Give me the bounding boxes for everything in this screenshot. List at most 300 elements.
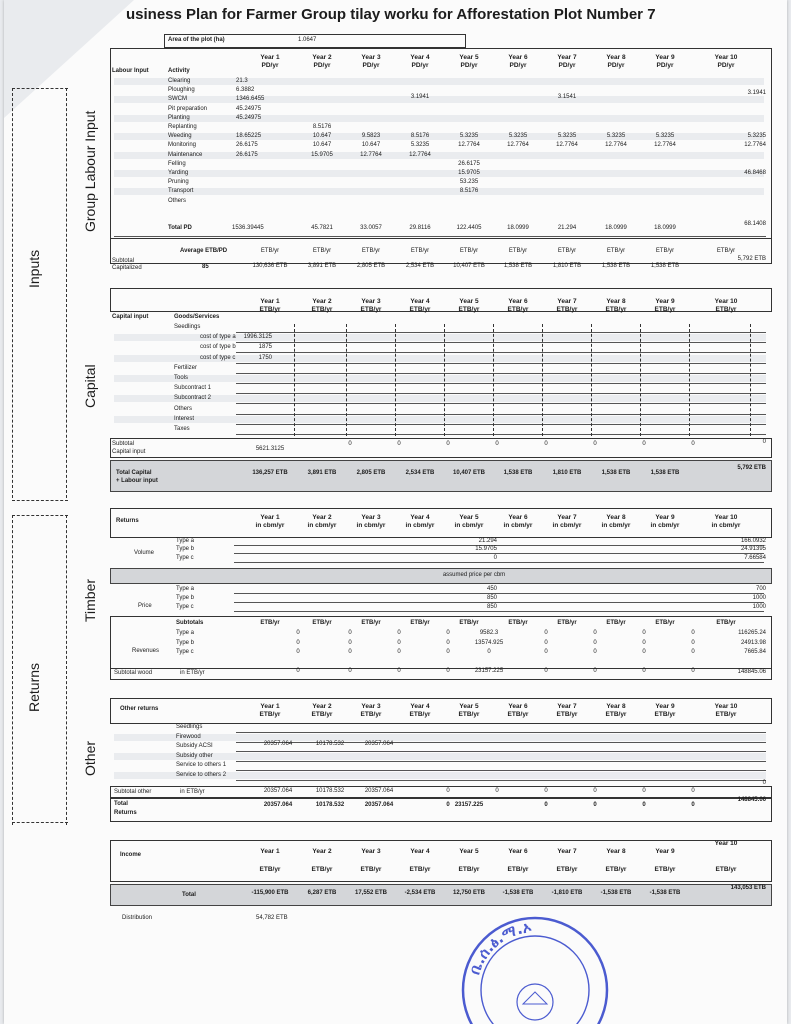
inputs-label: Inputs bbox=[26, 249, 42, 288]
row-stripe bbox=[114, 395, 766, 402]
revenue-value: 0 bbox=[544, 649, 548, 655]
labour-section-label: Labour Input bbox=[112, 68, 149, 74]
labour-cell: 5.3235 bbox=[606, 133, 626, 140]
subtotal-wood-value: 0 bbox=[593, 668, 597, 674]
capital-item-label: Interest bbox=[174, 415, 195, 422]
labour-cell: 5.3235 bbox=[747, 133, 766, 140]
dashed-divider bbox=[346, 324, 347, 436]
etb-unit: ETB/yr bbox=[410, 620, 430, 626]
unit-header: ETB/yr bbox=[556, 306, 578, 313]
etb-unit: ETB/yr bbox=[606, 620, 626, 626]
activity-label: Yarding bbox=[168, 170, 189, 176]
dashed-divider bbox=[591, 324, 592, 436]
unit-header: ETB/yr bbox=[715, 866, 737, 873]
unit-header: ETB/yr bbox=[360, 306, 382, 313]
revenue-value: 0 bbox=[593, 630, 597, 636]
dashed-divider bbox=[750, 324, 751, 436]
subtotal-unit: ETB/yr bbox=[410, 248, 430, 254]
total-capital-label: Total Capital bbox=[116, 470, 152, 476]
price-value: 1000 bbox=[752, 595, 766, 602]
type-label: Type a bbox=[176, 538, 195, 544]
labour-subtotal-value: 1,538 ETB bbox=[650, 263, 680, 269]
unit-header: PD/yr bbox=[509, 62, 527, 69]
year-header: Year 6 bbox=[508, 298, 528, 305]
unit-header: ETB/yr bbox=[259, 306, 281, 313]
labour-cell: 26.6175 bbox=[236, 142, 258, 149]
subtotal-unit: ETB/yr bbox=[312, 248, 332, 254]
dashed-divider bbox=[12, 88, 13, 498]
etb-unit: ETB/yr bbox=[260, 620, 280, 626]
subtotal-unit: ETB/yr bbox=[606, 248, 626, 254]
total-pd-value: 29.8116 bbox=[409, 225, 431, 231]
total-returns-label: Total bbox=[114, 801, 128, 807]
year-header: Year 6 bbox=[508, 848, 528, 855]
type-label: Type a bbox=[176, 630, 195, 636]
unit-header: ETB/yr bbox=[360, 866, 382, 873]
labour-subtotal-value: 1,538 ETB bbox=[601, 263, 631, 269]
labour-cell: 3.1541 bbox=[557, 94, 577, 101]
labour-cell: 12.7764 bbox=[409, 151, 431, 158]
labour-cell: 8.5176 bbox=[459, 188, 479, 195]
subtotal-unit: ETB/yr bbox=[508, 248, 528, 254]
dashed-divider bbox=[12, 515, 68, 516]
labour-cell: 15.9705 bbox=[311, 151, 333, 158]
seedling-cost-value: 1750 bbox=[258, 354, 272, 361]
capital-subtotal-label: Subtotal bbox=[112, 441, 135, 447]
year-header: Year 2 bbox=[312, 514, 332, 521]
labour-cell: 6.3882 bbox=[236, 87, 255, 94]
row-line bbox=[236, 761, 766, 762]
capital-label: Capital bbox=[82, 364, 98, 408]
dashed-divider bbox=[12, 500, 68, 501]
unit-header: ETB/yr bbox=[259, 711, 281, 718]
year-header: Year 8 bbox=[606, 54, 626, 61]
labour-cell: 10.647 bbox=[312, 142, 332, 149]
total-capital-value: 1,538 ETB bbox=[650, 470, 680, 476]
income-label: Income bbox=[120, 852, 142, 858]
revenue-value: 0 bbox=[348, 639, 352, 646]
year-header: Year 10 bbox=[714, 703, 738, 710]
year-header: Year 7 bbox=[557, 514, 577, 521]
type-label: Type c bbox=[176, 554, 194, 561]
revenue-value: 0 bbox=[691, 649, 695, 655]
unit-header: ETB/yr bbox=[507, 866, 529, 873]
revenue-value: 13574.925 bbox=[474, 639, 504, 646]
income-value: 6,287 ETB bbox=[307, 890, 337, 896]
capital-subtotal-value: 0 bbox=[691, 441, 695, 447]
year-header: Year 9 bbox=[655, 298, 675, 305]
year-header: Year 2 bbox=[312, 703, 332, 710]
row-line bbox=[236, 434, 766, 435]
type-label: Type c bbox=[176, 649, 194, 655]
total-capital-value: 2,534 ETB bbox=[405, 470, 435, 476]
unit-header: PD/yr bbox=[607, 62, 625, 69]
capital-item-label: Tools bbox=[174, 375, 189, 381]
revenue-value: 0 bbox=[544, 639, 548, 646]
total-returns-sub: Returns bbox=[114, 810, 137, 816]
labour-cell: 10.647 bbox=[312, 133, 332, 140]
labour-cell: 18.65225 bbox=[236, 133, 262, 140]
revenue-value: 0 bbox=[593, 649, 597, 655]
capital-subtotal-value: 0 bbox=[397, 441, 401, 447]
other-subtotal-value: 0 bbox=[446, 788, 450, 794]
unit-header: ETB/yr bbox=[654, 306, 676, 313]
revenue-value: 9582.3 bbox=[479, 630, 499, 636]
unit-header: ETB/yr bbox=[409, 866, 431, 873]
revenue-value: 0 bbox=[544, 630, 548, 636]
year-header: Year 5 bbox=[459, 514, 479, 521]
total-returns-value: 20357.064 bbox=[364, 802, 394, 808]
other-subtotal-unit: in ETB/yr bbox=[180, 789, 205, 795]
unit-header: in cbm/yr bbox=[552, 522, 582, 529]
dashed-divider bbox=[66, 515, 67, 825]
total-returns-value: 0 bbox=[642, 802, 646, 808]
dashed-divider bbox=[12, 515, 13, 825]
activity-label: Monitoring bbox=[168, 142, 197, 149]
capital-item-label: Taxes bbox=[174, 426, 190, 432]
dashed-divider bbox=[493, 324, 494, 436]
other-subtotal-value: 0 bbox=[762, 780, 766, 786]
area-value: 1.0647 bbox=[298, 37, 317, 43]
year-header: Year 8 bbox=[606, 298, 626, 305]
revenue-value: 0 bbox=[296, 630, 300, 636]
total-returns-value: 23157.225 bbox=[454, 802, 484, 808]
subtotal-wood-value: 0 bbox=[544, 668, 548, 674]
other-item-label: Seedlings bbox=[176, 724, 203, 730]
revenue-value: 0 bbox=[487, 649, 491, 655]
dashed-divider bbox=[294, 324, 295, 436]
subtotal-wood-value: 23157.225 bbox=[474, 668, 504, 674]
activity-header: Activity bbox=[168, 68, 190, 74]
price-value: 700 bbox=[755, 586, 766, 592]
labour-subtotal-value: 1,810 ETB bbox=[552, 263, 582, 269]
year-header: Year 5 bbox=[459, 848, 479, 855]
other-item-label: Firewood bbox=[176, 733, 201, 740]
row-line bbox=[236, 373, 766, 374]
capital-item-label: cost of type a bbox=[200, 334, 236, 341]
year-header: Year 9 bbox=[655, 514, 675, 521]
unit-header: in cbm/yr bbox=[601, 522, 631, 529]
activity-label: Transport bbox=[168, 188, 194, 195]
total-pd-value: 45.7821 bbox=[311, 225, 333, 231]
unit-header: PD/yr bbox=[313, 62, 331, 69]
year-header: Year 3 bbox=[361, 54, 381, 61]
price-value: 850 bbox=[486, 595, 497, 602]
total-pd-label: Total PD bbox=[168, 225, 192, 231]
total-capital-value: 136,257 ETB bbox=[252, 470, 288, 476]
volume-value: 15.9705 bbox=[475, 546, 497, 553]
stamp-text: ቤ.ሰ.ፅ.ማ.ኦ bbox=[465, 918, 533, 977]
year-header: Year 6 bbox=[508, 514, 528, 521]
row-line bbox=[234, 602, 764, 603]
labour-cell: 15.9705 bbox=[458, 170, 480, 176]
year-header: Year 2 bbox=[312, 54, 332, 61]
unit-header: ETB/yr bbox=[311, 306, 333, 313]
unit-header: ETB/yr bbox=[605, 711, 627, 718]
total-returns-value: 148845.06 bbox=[737, 797, 766, 803]
capital-item-label: Fertilizer bbox=[174, 364, 198, 371]
labour-cell: 45.24975 bbox=[236, 105, 262, 112]
distribution-value: 54,782 ETB bbox=[256, 915, 288, 921]
other-subtotal-label: Subtotal other bbox=[114, 789, 152, 795]
subtotal-wood-label: Subtotal wood bbox=[114, 670, 153, 676]
row-line bbox=[234, 611, 764, 612]
unit-header: ETB/yr bbox=[605, 866, 627, 873]
other-returns-label: Other returns bbox=[120, 706, 159, 712]
revenue-value: 24913.98 bbox=[740, 639, 766, 646]
labour-cell: 21.3 bbox=[236, 78, 248, 84]
row-stripe bbox=[114, 115, 764, 122]
row-line bbox=[236, 393, 766, 394]
year-header: Year 4 bbox=[410, 514, 430, 521]
row-line bbox=[234, 545, 764, 546]
timber-label: Timber bbox=[82, 578, 98, 622]
page-title: usiness Plan for Farmer Group tilay worku for Afforestation Plot Number 7 bbox=[126, 6, 656, 23]
labour-subtotal-value: 2,534 ETB bbox=[405, 263, 435, 269]
year-header: Year 1 bbox=[260, 703, 280, 710]
row-stripe bbox=[114, 734, 766, 741]
type-label: Type b bbox=[176, 639, 195, 646]
unit-header: ETB/yr bbox=[654, 711, 676, 718]
unit-header: ETB/yr bbox=[715, 711, 737, 718]
type-label: Type a bbox=[176, 586, 195, 592]
capital-item-label: cost of type c bbox=[200, 354, 236, 361]
year-header: Year 7 bbox=[557, 848, 577, 855]
year-header: Year 7 bbox=[557, 54, 577, 61]
subtotal-unit: ETB/yr bbox=[716, 248, 736, 254]
activity-label: Pruning bbox=[168, 179, 189, 186]
dashed-divider bbox=[444, 324, 445, 436]
total-pd-value: 18.0999 bbox=[654, 225, 676, 231]
total-pd-value: 21.294 bbox=[557, 225, 577, 231]
labour-cell: 12.7764 bbox=[360, 151, 382, 158]
unit-header: ETB/yr bbox=[556, 711, 578, 718]
row-line bbox=[236, 383, 766, 384]
activity-label: Clearing bbox=[168, 78, 191, 84]
unit-header: in cbm/yr bbox=[650, 522, 680, 529]
capital-item-label: Seedlings bbox=[174, 324, 201, 330]
total-returns-value: 0 bbox=[544, 802, 548, 808]
price-value: 450 bbox=[486, 586, 497, 592]
total-capital-value: 2,805 ETB bbox=[356, 470, 386, 476]
capital-subtotal-value: 0 bbox=[446, 441, 450, 447]
labour-subtotal-value: 130,636 ETB bbox=[252, 263, 288, 269]
labour-cell: 46.8468 bbox=[744, 170, 766, 176]
year-header: Year 8 bbox=[606, 848, 626, 855]
subtotal-unit: ETB/yr bbox=[459, 248, 479, 254]
revenue-value: 0 bbox=[397, 649, 401, 655]
avg-etb-value: 85 bbox=[202, 264, 209, 270]
etb-unit: ETB/yr bbox=[557, 620, 577, 626]
labour-cell: 10.647 bbox=[361, 142, 381, 149]
income-value: -1,810 ETB bbox=[551, 890, 583, 896]
unit-header: ETB/yr bbox=[715, 306, 737, 313]
income-value: -1,538 ETB bbox=[649, 890, 681, 896]
revenue-value: 7665.84 bbox=[744, 649, 766, 655]
unit-header: ETB/yr bbox=[259, 866, 281, 873]
row-line bbox=[236, 363, 766, 364]
labour-cell: 12.7764 bbox=[654, 142, 676, 149]
subtotal-wood-value: 0 bbox=[397, 668, 401, 674]
activity-label: Planting bbox=[168, 114, 190, 121]
subtotal-wood-value: 0 bbox=[642, 668, 646, 674]
labour-cell: 12.7764 bbox=[744, 142, 766, 149]
capital-subtotal-sub: Capital input bbox=[112, 449, 146, 455]
volume-value: 7.66584 bbox=[744, 554, 766, 561]
labour-cell: 8.5176 bbox=[312, 124, 332, 130]
row-line bbox=[234, 562, 764, 563]
activity-label: Pit preparation bbox=[168, 105, 208, 112]
other-subtotal-value: 20357.064 bbox=[364, 788, 394, 794]
labour-subtotal-value: 2,805 ETB bbox=[356, 263, 386, 269]
total-pd-value: 122.4405 bbox=[456, 225, 482, 231]
row-line bbox=[114, 236, 766, 237]
distribution-label: Distribution bbox=[122, 915, 153, 921]
unit-header: in cbm/yr bbox=[711, 522, 741, 529]
price-label: Price bbox=[138, 603, 152, 609]
activity-label: Others bbox=[168, 197, 187, 204]
income-total-label: Total bbox=[182, 892, 196, 898]
firewood-value: 10178.532 bbox=[315, 741, 345, 748]
income-table bbox=[110, 840, 772, 882]
revenue-value: 116265.24 bbox=[738, 630, 766, 636]
total-returns-value: 0 bbox=[593, 802, 597, 808]
subtotal-wood-value: 148845.06 bbox=[737, 669, 766, 675]
total-capital-sub: + Labour input bbox=[116, 478, 158, 484]
labour-cell: 12.7764 bbox=[556, 142, 578, 149]
revenue-value: 0 bbox=[446, 649, 450, 655]
unit-header: ETB/yr bbox=[311, 866, 333, 873]
row-line bbox=[236, 780, 766, 781]
unit-header: ETB/yr bbox=[556, 866, 578, 873]
activity-label: Ploughing bbox=[168, 87, 195, 94]
row-line bbox=[236, 403, 766, 404]
total-returns-value: 0 bbox=[691, 802, 695, 808]
group-labour-label: Group Labour Input bbox=[82, 110, 98, 232]
price-value: 1000 bbox=[752, 604, 766, 611]
year-header: Year 3 bbox=[361, 298, 381, 305]
subtotal-wood-value: 0 bbox=[446, 668, 450, 674]
unit-header: PD/yr bbox=[362, 62, 380, 69]
total-returns-value: 0 bbox=[446, 802, 450, 808]
other-item-label: Service to others 2 bbox=[176, 772, 227, 778]
year-header: Year 10 bbox=[714, 298, 738, 305]
volume-value: 24.91395 bbox=[740, 546, 766, 553]
revenue-value: 0 bbox=[296, 639, 300, 646]
capital-subtotal-value: 0 bbox=[495, 441, 499, 447]
capital-subtotal-value: 0 bbox=[593, 441, 597, 447]
year-header: Year 9 bbox=[655, 848, 675, 855]
capital-subtotal-value: 0 bbox=[348, 441, 352, 447]
other-item-label: Service to others 1 bbox=[176, 762, 227, 769]
income-value: -1,538 ETB bbox=[600, 890, 632, 896]
total-returns-value: 10178.532 bbox=[315, 802, 345, 808]
revenue-value: 0 bbox=[642, 639, 646, 646]
labour-cell: 26.6175 bbox=[236, 151, 258, 158]
assumed-price-label: assumed price per cbm bbox=[442, 572, 506, 578]
unit-header: ETB/yr bbox=[458, 866, 480, 873]
revenue-value: 0 bbox=[348, 630, 352, 636]
year-header: Year 5 bbox=[459, 54, 479, 61]
volume-label: Volume bbox=[134, 550, 155, 556]
dashed-divider bbox=[66, 88, 67, 498]
subtotal-unit: ETB/yr bbox=[557, 248, 577, 254]
dashed-divider bbox=[689, 324, 690, 436]
capital-item-label: cost of type b bbox=[200, 344, 236, 351]
row-line bbox=[236, 332, 766, 333]
unit-header: ETB/yr bbox=[605, 306, 627, 313]
labour-cell: 53.235 bbox=[459, 179, 479, 186]
activity-label: SWCM bbox=[168, 96, 187, 103]
capital-section-label: Capital input bbox=[112, 314, 149, 320]
type-label: Type b bbox=[176, 595, 195, 602]
year-header: Year 1 bbox=[260, 848, 280, 855]
other-subtotal-value: 0 bbox=[544, 788, 548, 794]
subtotal-unit: ETB/yr bbox=[361, 248, 381, 254]
labour-subtotal-value: 3,891 ETB bbox=[307, 263, 337, 269]
total-returns-value: 20357.064 bbox=[263, 802, 293, 808]
revenue-value: 0 bbox=[446, 630, 450, 636]
year-header: Year 2 bbox=[312, 848, 332, 855]
goods-header: Goods/Services bbox=[174, 314, 220, 320]
row-line bbox=[234, 553, 764, 554]
row-stripe bbox=[114, 78, 764, 85]
returns-label: Returns bbox=[26, 662, 42, 712]
unit-header: ETB/yr bbox=[458, 711, 480, 718]
year-header: Year 1 bbox=[260, 514, 280, 521]
revenue-value: 0 bbox=[691, 639, 695, 646]
year-header: Year 5 bbox=[459, 298, 479, 305]
year-header: Year 8 bbox=[606, 514, 626, 521]
returns-section-label: Returns bbox=[116, 518, 139, 524]
labour-cell: 3.1941 bbox=[410, 94, 430, 101]
labour-cell: 5.3235 bbox=[410, 142, 430, 149]
other-item-label: Subsidy other bbox=[176, 752, 213, 759]
income-value: -1,538 ETB bbox=[502, 890, 534, 896]
total-capital-value: 1,810 ETB bbox=[552, 470, 582, 476]
unit-header: in cbm/yr bbox=[405, 522, 435, 529]
total-capital-value: 1,538 ETB bbox=[503, 470, 533, 476]
year-header: Year 4 bbox=[410, 298, 430, 305]
dashed-divider bbox=[12, 88, 68, 89]
year-header: Year 3 bbox=[361, 703, 381, 710]
subtotal-wood-unit: in ETB/yr bbox=[180, 670, 205, 676]
unit-header: ETB/yr bbox=[409, 306, 431, 313]
avg-etb-label: Average ETB/PD bbox=[180, 248, 228, 254]
labour-cell: 5.3235 bbox=[655, 133, 675, 140]
row-line bbox=[236, 342, 766, 343]
unit-header: ETB/yr bbox=[409, 711, 431, 718]
dashed-divider bbox=[640, 324, 641, 436]
year-header: Year 9 bbox=[655, 54, 675, 61]
year-header: Year 4 bbox=[410, 848, 430, 855]
dashed-divider bbox=[542, 324, 543, 436]
other-subtotal-value: 0 bbox=[593, 788, 597, 794]
subtotal-label: Subtotal bbox=[112, 258, 135, 264]
labour-cell: 1346.6455 bbox=[236, 96, 265, 103]
total-capital-value: 3,891 ETB bbox=[307, 470, 337, 476]
volume-value: 166.0932 bbox=[740, 538, 766, 544]
year-header: Year 10 bbox=[714, 840, 738, 847]
year-header: Year 7 bbox=[557, 298, 577, 305]
year-header: Year 1 bbox=[260, 54, 280, 61]
other-item-label: Subsidy ACSI bbox=[176, 743, 213, 750]
year-header: Year 5 bbox=[459, 703, 479, 710]
revenue-value: 0 bbox=[397, 639, 401, 646]
unit-header: ETB/yr bbox=[654, 866, 676, 873]
firewood-value: 20357.064 bbox=[364, 741, 394, 748]
etb-unit: ETB/yr bbox=[716, 620, 736, 626]
